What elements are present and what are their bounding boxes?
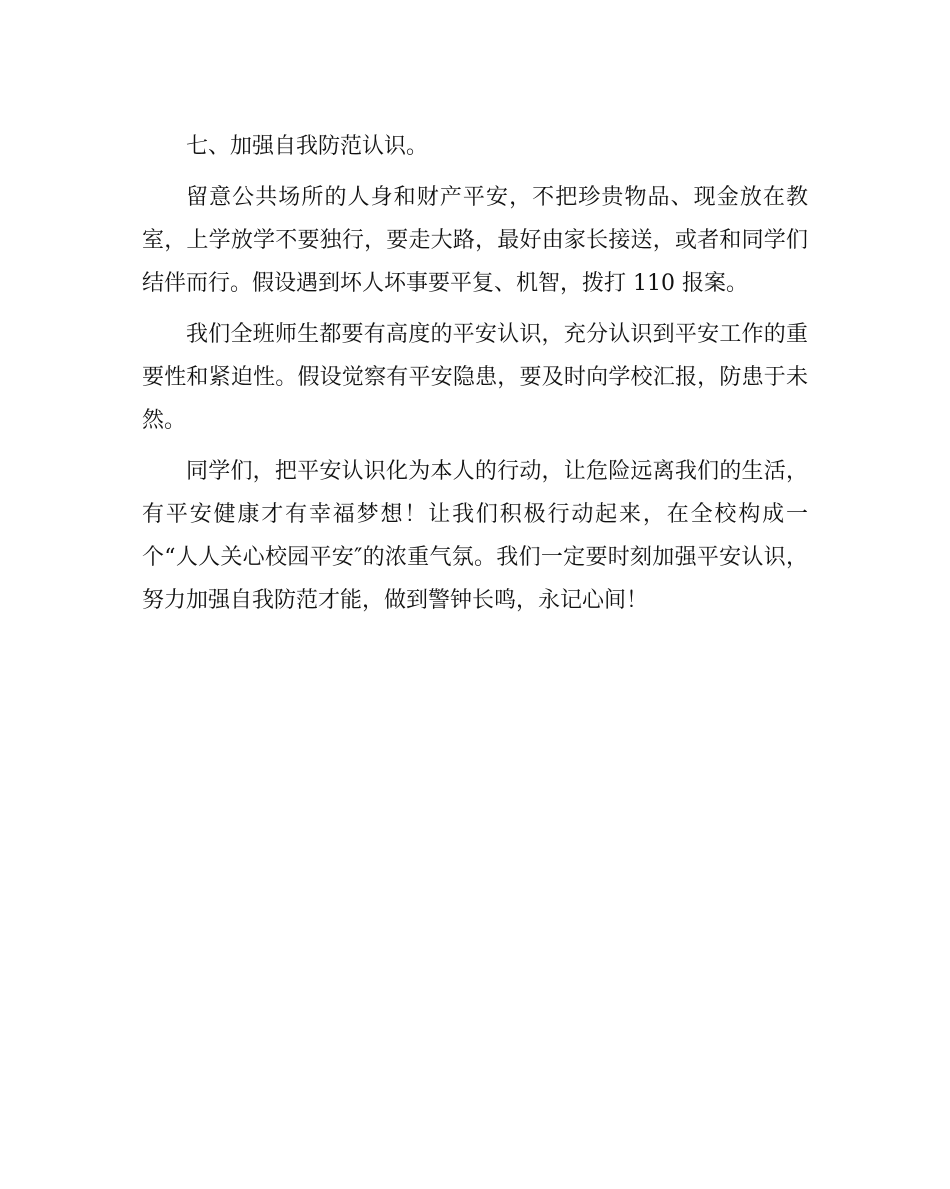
paragraph-personal-safety: 留意公共场所的人身和财产平安，不把珍贵物品、现金放在教室，上学放学不要独行，要走大路，最好由家长接送，或者和同学们结伴而行。假设遇到坏人坏事要平复、机智，拨打 110 报案。 <box>142 185 808 296</box>
section-heading: 七、加强自我防范认识。 <box>186 134 429 159</box>
document-body <box>142 125 808 630</box>
paragraph-safety-awareness: 我们全班师生都要有高度的平安认识，充分认识到平安工作的重要性和紧迫性。假设觉察有平安隐患，要及时向学校汇报，防患于未然。 <box>142 322 808 433</box>
paragraph-closing-appeal: 同学们，把平安认识化为本人的行动，让危险远离我们的生活，有平安健康才有幸福梦想！让我们积极行动起来，在全校构成一个“人人关心校园平安″的浓重气氛。我们一定要时刻加强平安认识，努力加强自我防范才能，做到警钟长鸣，永记心间！ <box>142 459 808 613</box>
